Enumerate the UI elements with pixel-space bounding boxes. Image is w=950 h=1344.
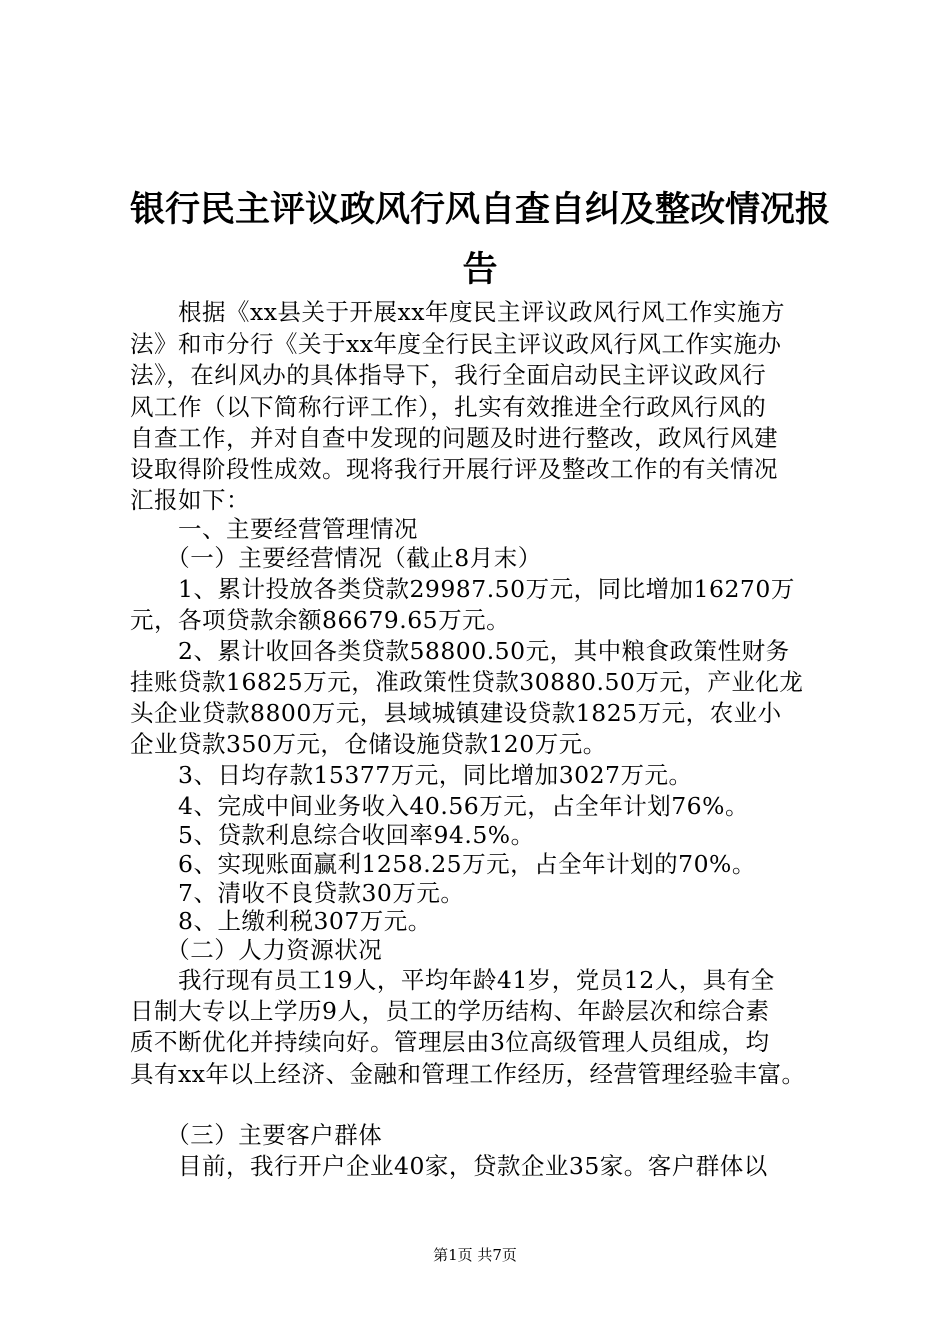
subsection-heading: （一）主要经营情况（截止8月末） bbox=[130, 544, 542, 572]
body-line: 目前，我行开户企业40家，贷款企业35家。客户群体以 bbox=[130, 1152, 768, 1180]
body-line: 6、实现账面赢利1258.25万元，占全年计划的70%。 bbox=[130, 850, 756, 878]
body-line: 质不断优化并持续向好。管理层由3位高级管理人员组成，均 bbox=[130, 1028, 770, 1056]
body-line: 根据《xx县关于开展xx年度民主评议政风行风工作实施方 bbox=[130, 298, 786, 326]
body-line: 法》，在纠风办的具体指导下，我行全面启动民主评议政风行 bbox=[130, 361, 767, 389]
body-line: 4、完成中间业务收入40.56万元，占全年计划76%。 bbox=[130, 792, 749, 820]
body-line: 挂账贷款16825万元，准政策性贷款30880.50万元，产业化龙 bbox=[130, 668, 804, 696]
body-line: 具有xx年以上经济、金融和管理工作经历，经营管理经验丰富。 bbox=[130, 1060, 806, 1088]
body-line: 5、贷款利息综合收回率94.5%。 bbox=[130, 821, 535, 849]
subsection-heading: （二）人力资源状况 bbox=[130, 936, 383, 964]
body-line: 头企业贷款8800万元，县域城镇建设贷款1825万元，农业小 bbox=[130, 699, 782, 727]
document-title-line-2: 告 bbox=[462, 250, 498, 290]
body-line: 1、累计投放各类贷款29987.50万元，同比增加16270万 bbox=[130, 575, 795, 603]
subsection-heading: （三）主要客户群体 bbox=[130, 1121, 383, 1149]
body-line: 设取得阶段性成效。现将我行开展行评及整改工作的有关情况 bbox=[130, 455, 778, 483]
body-line: 日制大专以上学历9人，员工的学历结构、年龄层次和综合素 bbox=[130, 997, 770, 1025]
body-line: 3、日均存款15377万元，同比增加3027万元。 bbox=[130, 761, 693, 789]
section-heading: 一、主要经营管理情况 bbox=[130, 515, 418, 543]
body-line: 2、累计收回各类贷款58800.50元，其中粮食政策性财务 bbox=[130, 637, 790, 665]
body-line: 企业贷款350万元，仓储设施贷款120万元。 bbox=[130, 730, 607, 758]
body-line: 自查工作，并对自查中发现的问题及时进行整改，政风行风建 bbox=[130, 424, 778, 452]
body-line: 元，各项贷款余额86679.65万元。 bbox=[130, 606, 511, 634]
page-footer: 第1页 共7页 bbox=[433, 1246, 517, 1264]
body-line: 法》和市分行《关于xx年度全行民主评议政风行风工作实施办 bbox=[130, 330, 782, 358]
body-line: 8、上缴利税307万元。 bbox=[130, 907, 432, 935]
document-title-line-1: 银行民主评议政风行风自查自纠及整改情况报 bbox=[129, 190, 830, 230]
body-line: 我行现有员工19人，平均年龄41岁，党员12人，具有全 bbox=[130, 966, 775, 994]
body-line: 风工作（以下简称行评工作），扎实有效推进全行政风行风的 bbox=[130, 393, 767, 421]
body-line: 7、清收不良贷款30万元。 bbox=[130, 879, 465, 907]
body-line: 汇报如下： bbox=[130, 486, 250, 514]
